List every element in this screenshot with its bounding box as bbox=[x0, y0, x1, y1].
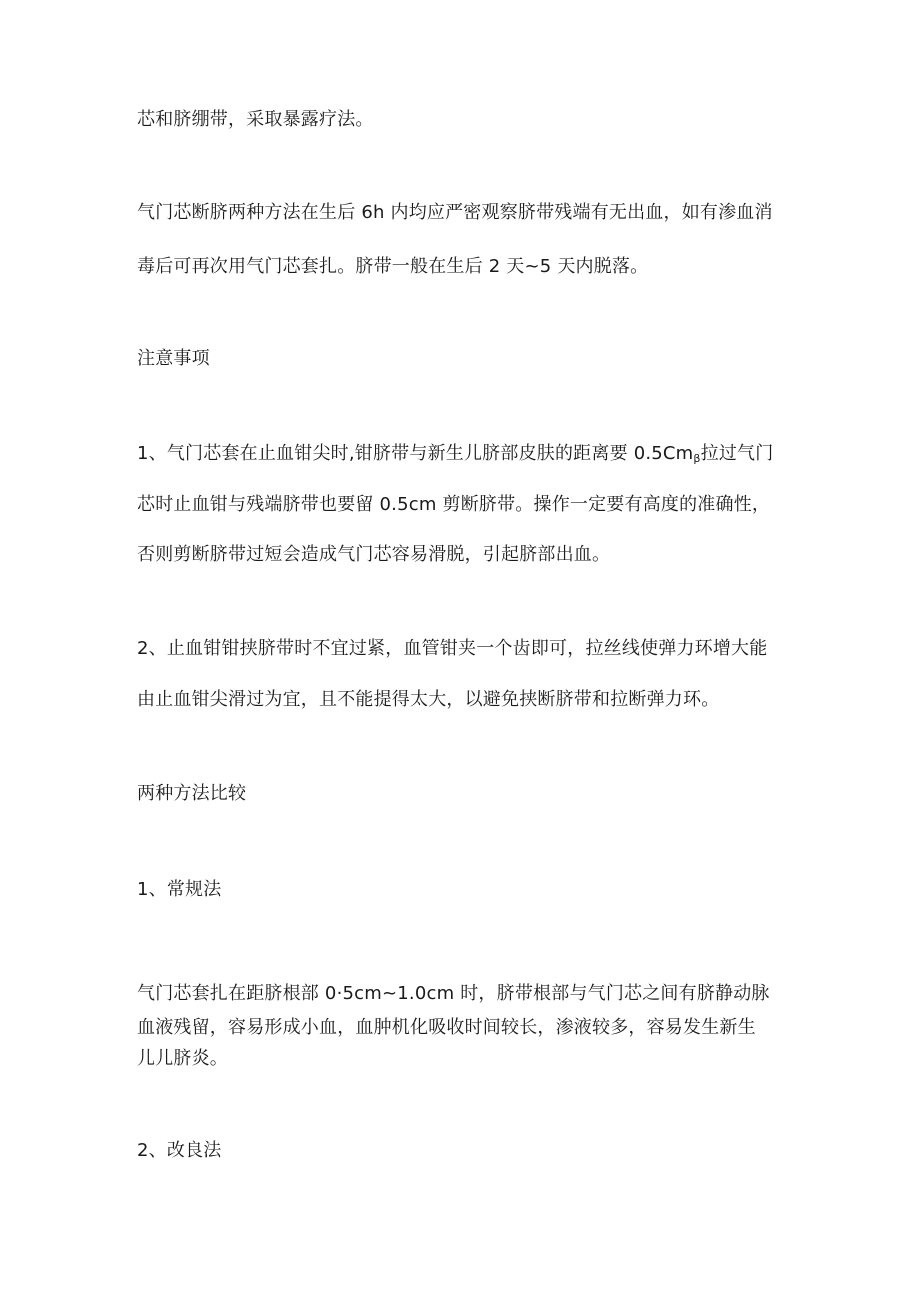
paragraph-line: 否则剪断脐带过短会造成气门芯容易滑脱，引起脐部出血。 bbox=[137, 544, 611, 565]
paragraph-line: 气门芯断脐两种方法在生后 6h 内均应严密观察脐带残端有无出血，如有渗血消 bbox=[137, 202, 773, 223]
paragraph-line bbox=[137, 441, 773, 472]
method1-title: 1、常规法 bbox=[137, 879, 222, 900]
note1-text-a: 1、气门芯套在止血钳尖时,钳脐带与新生儿脐部皮肤的距离要 0.5Cm bbox=[137, 443, 694, 464]
method2-title: 2、改良法 bbox=[137, 1140, 222, 1161]
paragraph-line: 毒后可再次用气门芯套扎。脐带一般在生后 2 天~5 天内脱落。 bbox=[137, 256, 649, 277]
paragraph-line: 2、止血钳钳挟脐带时不宜过紧，血管钳夹一个齿即可，拉丝线使弹力环增大能 bbox=[137, 638, 768, 659]
paragraph-line: 血液残留，容易形成小血，血肿机化吸收时间较长，渗液较多，容易发生新生 bbox=[137, 1017, 756, 1038]
section-heading-notes: 注意事项 bbox=[137, 348, 210, 369]
note1-text-b: 拉过气门 bbox=[700, 443, 774, 464]
paragraph-line: 儿儿脐炎。 bbox=[137, 1048, 228, 1069]
paragraph-line: 由止血钳尖滑过为宜，且不能提得太大，以避免挟断脐带和拉断弹力环。 bbox=[137, 689, 720, 710]
paragraph-line: 芯时止血钳与残端脐带也要留 0.5cm 剪断脐带。操作一定要有高度的准确性， bbox=[137, 494, 771, 515]
paragraph-line: 芯和脐绷带，采取暴露疗法。 bbox=[137, 109, 374, 130]
section-heading-compare: 两种方法比较 bbox=[137, 783, 247, 804]
note1-subscript: β bbox=[693, 452, 701, 465]
paragraph-line: 气门芯套扎在距脐根部 0·5cm~1.0cm 时，脐带根部与气门芯之间有脐静动脉 bbox=[137, 983, 770, 1004]
